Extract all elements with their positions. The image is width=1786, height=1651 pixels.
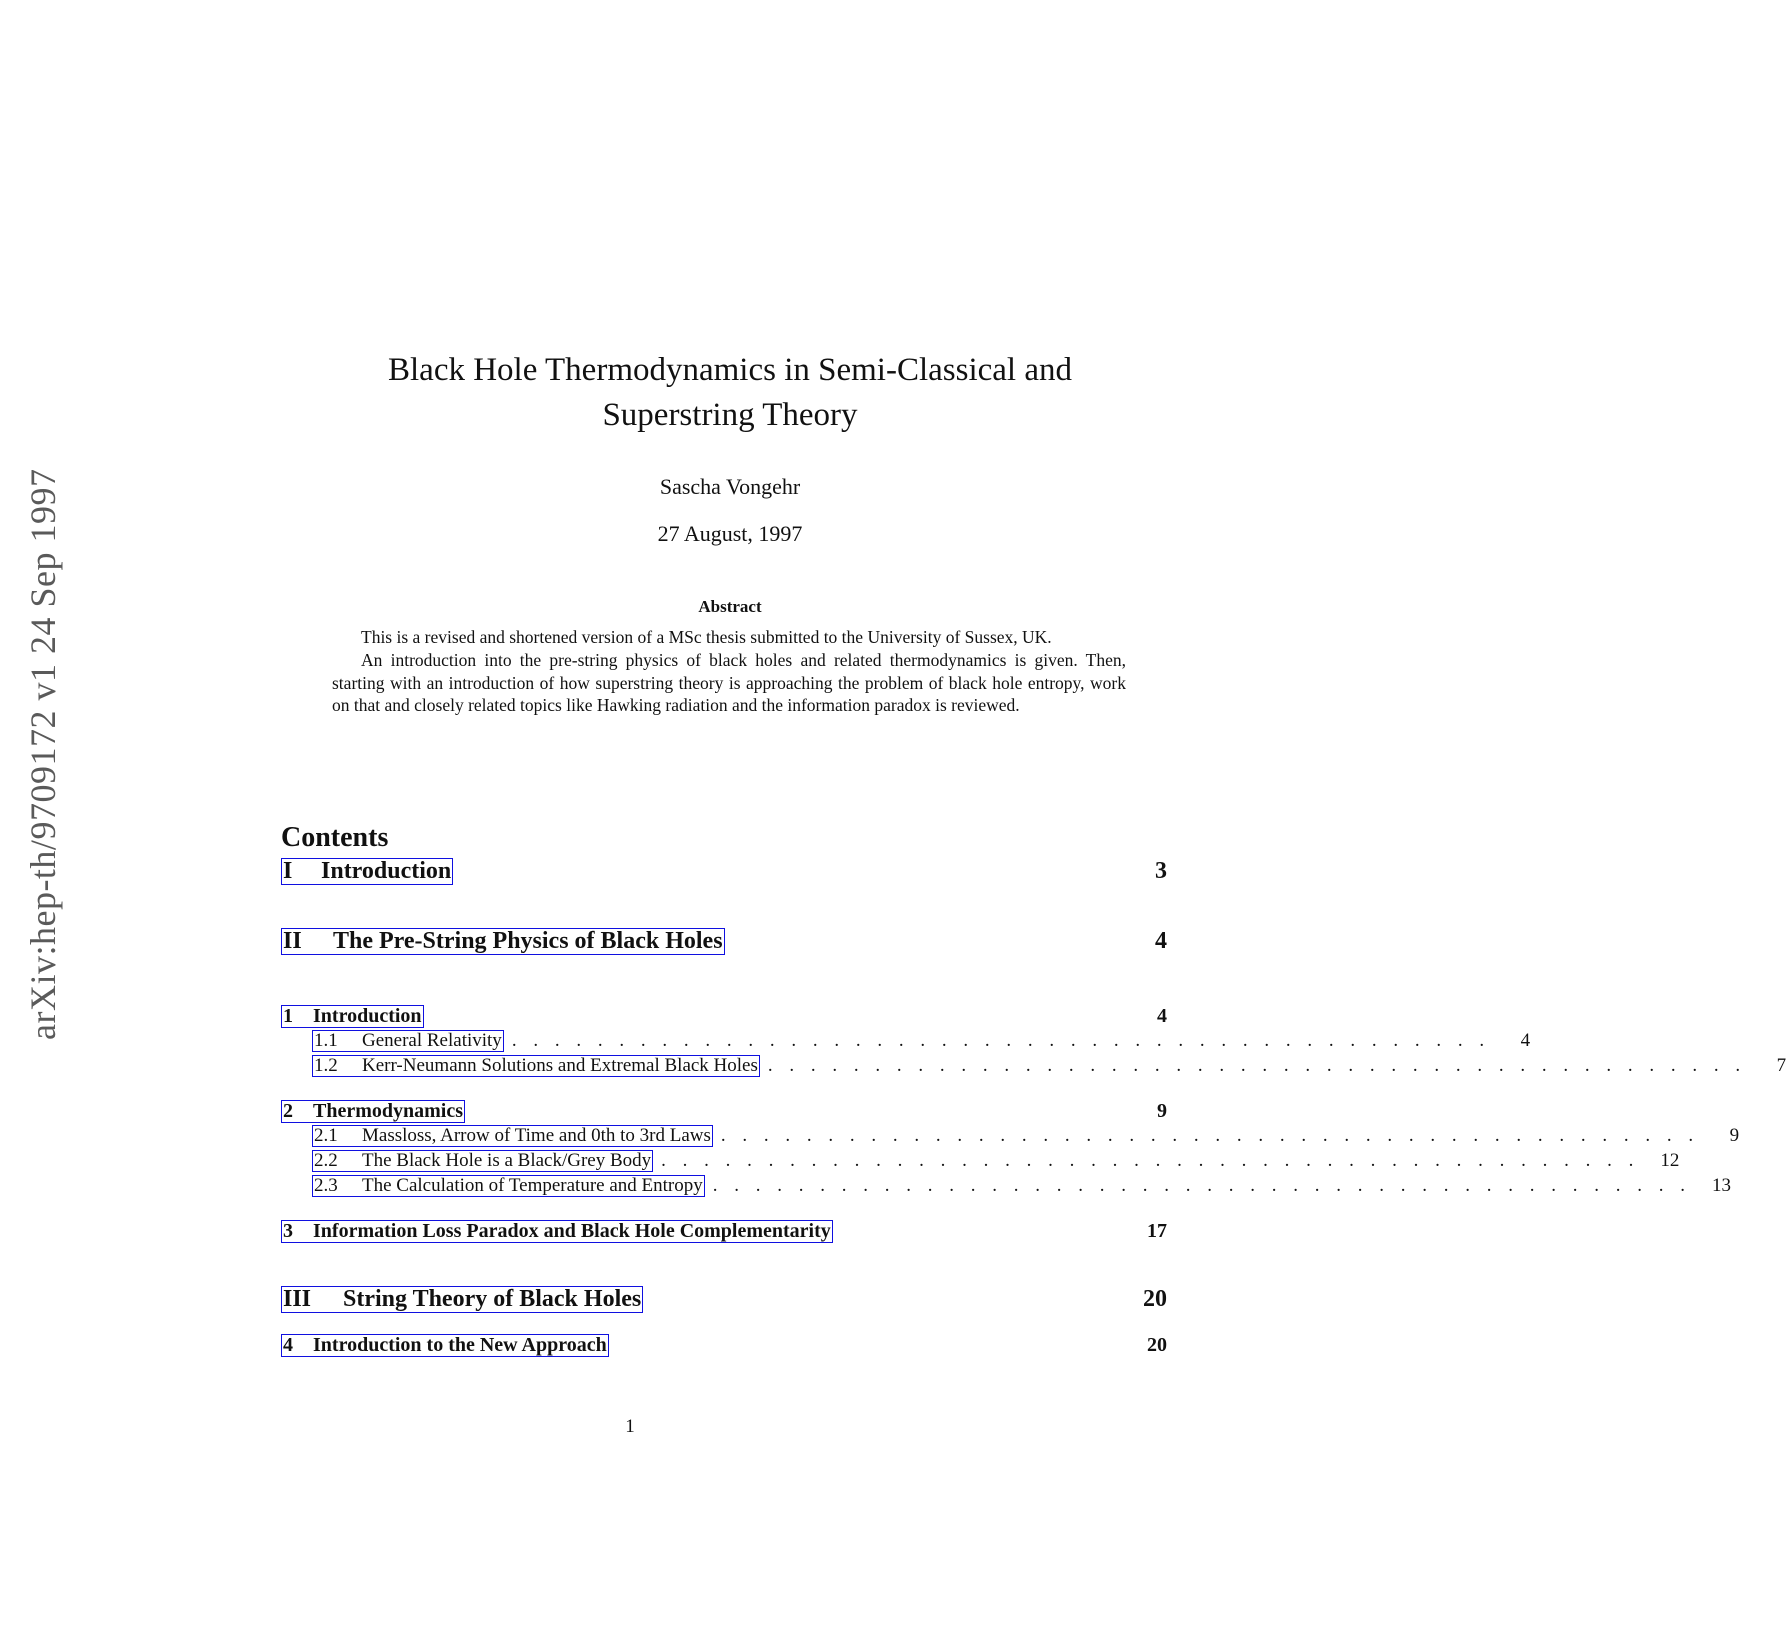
toc-entry-title: Thermodynamics [313,1100,463,1122]
toc-entry-subsection-2-2 [312,1150,1680,1172]
toc-entry-page: 9 [1729,1125,1740,1146]
toc-entry-number: 1.1 [314,1030,338,1051]
toc-entry-number: 2.2 [314,1150,338,1171]
toc-link[interactable] [312,1125,713,1147]
toc-leader-dots: . . . . . . . . . . . . . . . . . . . . . . . . . . . . . . . . . . . . . . . . . . . . . . [767,1055,1747,1076]
toc-link[interactable] [281,1005,424,1028]
toc-entry-title: String Theory of Black Holes [343,1286,642,1312]
toc-entry-title: The Black Hole is a Black/Grey Body [362,1150,652,1171]
arxiv-identifier-stamp: arXiv:hep-th/9709172 v1 24 Sep 1997 [23,468,63,1040]
toc-entry-page: 20 [1147,1334,1167,1356]
paper-date: 27 August, 1997 [657,521,803,546]
abstract-heading: Abstract [698,597,762,616]
toc-leader-dots: . . . . . . . . . . . . . . . . . . . . . . . . . . . . . . . . . . . . . . . . . . . . . . [720,1125,1700,1146]
abstract-paragraph: An introduction into the pre-string physics of black holes and related thermodynamics is given. Then, starting with an introduction of how superstring theory is approaching the problem of black hole entropy, work on that and closely related topics like Hawking radiation and the information paradox is reviewed. [332,649,1126,716]
page-number: 1 [625,1416,635,1437]
toc-entry-page: 4 [1155,928,1167,954]
toc-entry-title: General Relativity [362,1030,502,1051]
toc-entry-part-1 [281,858,1167,885]
toc-entry-subsection-1-1 [312,1030,1531,1052]
toc-leader-dots: . . . . . . . . . . . . . . . . . . . . . . . . . . . . . . . . . . . . . . . . . . . . . . [712,1175,1691,1196]
toc-entry-number: I [283,858,293,884]
toc-entry-number: 4 [283,1334,293,1356]
toc-link[interactable] [281,1286,643,1313]
toc-link[interactable] [281,1220,833,1243]
toc-entry-number: 3 [283,1220,293,1242]
author-name: Sascha Vongehr [659,474,801,499]
toc-entry-section-1 [281,1005,1167,1028]
toc-entry-number: II [283,928,302,954]
toc-link[interactable] [312,1030,504,1052]
toc-entry-title: Massloss, Arrow of Time and 0th to 3rd Laws [362,1125,711,1146]
toc-entry-number: 1 [283,1005,293,1027]
toc-entry-section-2 [281,1100,1167,1123]
toc-entry-subsection-2-3 [312,1175,1731,1197]
toc-link[interactable] [312,1175,705,1197]
toc-entry-page: 13 [1711,1175,1731,1196]
toc-entry-subsection-1-2 [312,1055,1786,1077]
toc-entry-title: The Pre-String Physics of Black Holes [333,928,723,954]
paper-title [280,348,1180,438]
toc-entry-page: 12 [1660,1150,1680,1171]
toc-link[interactable] [312,1150,653,1172]
toc-link[interactable] [281,858,453,885]
toc-entry-number: 2 [283,1100,293,1122]
paper-title-line-2: Superstring Theory [602,397,858,433]
toc-entry-subsection-2-1 [312,1125,1740,1147]
toc-link[interactable] [281,1334,609,1357]
toc-entry-title: The Calculation of Temperature and Entropy [362,1175,703,1196]
toc-entry-title: Introduction [313,1005,422,1027]
toc-link[interactable] [312,1055,760,1077]
toc-entry-page: 9 [1157,1100,1167,1122]
toc-leader-dots: . . . . . . . . . . . . . . . . . . . . . . . . . . . . . . . . . . . . . . . . . . . . . . [661,1150,1640,1171]
toc-link[interactable] [281,1100,465,1123]
toc-entry-page: 20 [1143,1286,1167,1312]
abstract-body [332,626,1126,717]
toc-entry-number: 1.2 [314,1055,338,1076]
toc-entry-section-4 [281,1334,1167,1357]
toc-entry-title: Kerr-Neumann Solutions and Extremal Black Holes [362,1055,758,1076]
toc-entry-page: 4 [1157,1005,1167,1027]
abstract-paragraph: This is a revised and shortened version of a MSc thesis submitted to the University of Sussex, UK. [361,627,1052,647]
toc-entry-page: 3 [1155,858,1167,884]
toc-entry-title: Introduction to the New Approach [313,1334,607,1356]
toc-entry-part-3 [281,1286,1167,1313]
toc-entry-page: 4 [1520,1030,1531,1051]
toc-entry-title: Introduction [321,858,452,884]
toc-entry-page: 17 [1147,1220,1167,1242]
toc-entry-part-2 [281,928,1167,955]
toc-entry-title: Information Loss Paradox and Black Hole Complementarity [313,1220,831,1242]
toc-link[interactable] [281,928,725,955]
toc-entry-page: 7 [1776,1055,1786,1076]
toc-leader-dots: . . . . . . . . . . . . . . . . . . . . . . . . . . . . . . . . . . . . . . . . . . . . . . [511,1030,1491,1051]
paper-title-line-1: Black Hole Thermodynamics in Semi-Classical and [388,352,1072,388]
toc-entry-number: III [283,1286,312,1312]
toc-entry-number: 2.1 [314,1125,338,1146]
contents-heading: Contents [281,822,389,853]
toc-entry-section-3 [281,1220,1167,1243]
toc-entry-number: 2.3 [314,1175,338,1196]
